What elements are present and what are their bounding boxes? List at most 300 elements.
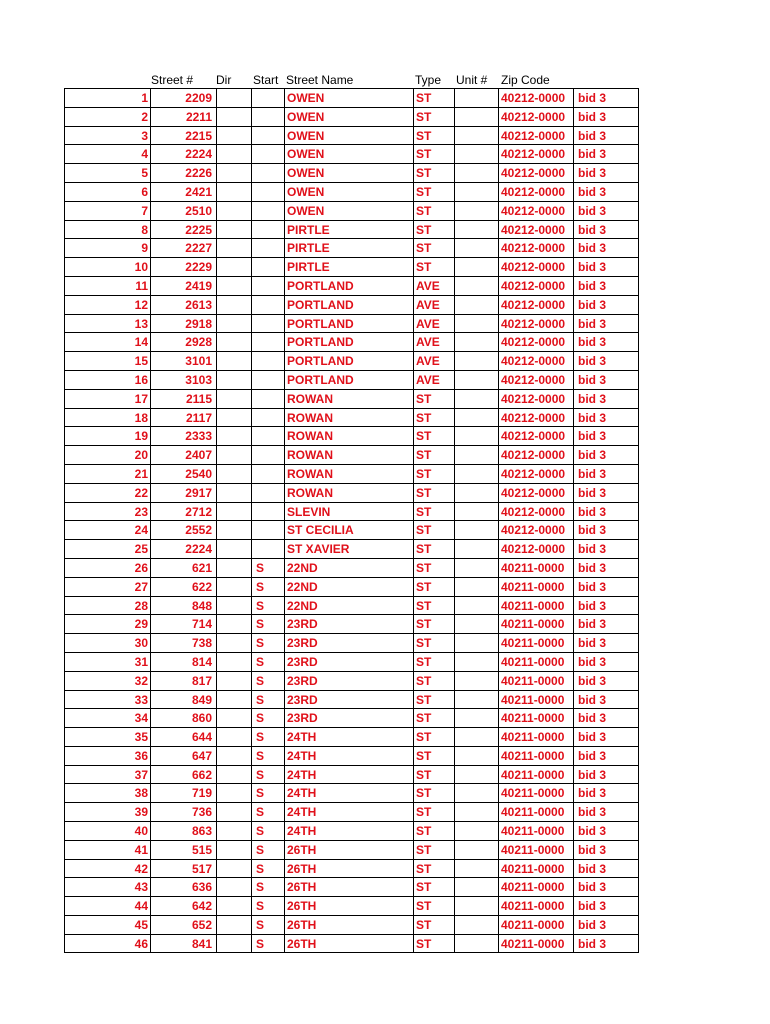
header-start: Start — [253, 73, 279, 87]
zip-code-cell: 40211-0000 — [498, 633, 573, 652]
row-index-cell: 32 — [64, 671, 150, 690]
type-cell: ST — [413, 915, 454, 934]
zip-code-cell: 40212-0000 — [498, 144, 573, 163]
type-cell: ST — [413, 182, 454, 201]
bid-cell: bid 3 — [573, 144, 639, 163]
unit-cell — [454, 783, 498, 802]
dir-cell — [216, 840, 251, 859]
dir-cell — [216, 520, 251, 539]
type-cell: ST — [413, 727, 454, 746]
dir-cell — [216, 633, 251, 652]
unit-cell — [454, 163, 498, 182]
street-number-cell: 662 — [150, 765, 216, 784]
street-name-cell: OWEN — [284, 144, 413, 163]
dir-cell — [216, 596, 251, 615]
row-index-cell: 45 — [64, 915, 150, 934]
dir-cell — [216, 859, 251, 878]
dir-cell — [216, 144, 251, 163]
start-cell — [251, 483, 284, 502]
street-number-cell: 622 — [150, 577, 216, 596]
bid-cell: bid 3 — [573, 633, 639, 652]
zip-code-cell: 40212-0000 — [498, 351, 573, 370]
unit-cell — [454, 126, 498, 145]
type-cell: ST — [413, 783, 454, 802]
dir-cell — [216, 896, 251, 915]
row-index-cell: 1 — [64, 88, 150, 107]
row-index-cell: 28 — [64, 596, 150, 615]
unit-cell — [454, 332, 498, 351]
street-name-cell: PIRTLE — [284, 220, 413, 239]
unit-cell — [454, 859, 498, 878]
type-cell: ST — [413, 163, 454, 182]
dir-cell — [216, 802, 251, 821]
bid-cell: bid 3 — [573, 182, 639, 201]
row-index-cell: 10 — [64, 257, 150, 276]
bid-cell: bid 3 — [573, 539, 639, 558]
street-name-cell: ROWAN — [284, 426, 413, 445]
start-cell: S — [251, 896, 284, 915]
street-name-cell: 23RD — [284, 633, 413, 652]
zip-code-cell: 40211-0000 — [498, 596, 573, 615]
unit-cell — [454, 896, 498, 915]
zip-code-cell: 40211-0000 — [498, 934, 573, 953]
unit-cell — [454, 201, 498, 220]
street-number-cell: 2421 — [150, 182, 216, 201]
zip-code-cell: 40212-0000 — [498, 107, 573, 126]
street-name-cell: ROWAN — [284, 389, 413, 408]
bid-cell: bid 3 — [573, 502, 639, 521]
street-number-cell: 849 — [150, 690, 216, 709]
zip-code-cell: 40211-0000 — [498, 614, 573, 633]
zip-code-cell: 40212-0000 — [498, 389, 573, 408]
row-index-cell: 33 — [64, 690, 150, 709]
zip-code-cell: 40211-0000 — [498, 859, 573, 878]
row-index-cell: 4 — [64, 144, 150, 163]
row-index-cell: 2 — [64, 107, 150, 126]
row-index-cell: 25 — [64, 539, 150, 558]
street-number-cell: 2227 — [150, 238, 216, 257]
header-zip-code: Zip Code — [501, 73, 550, 87]
type-cell: ST — [413, 445, 454, 464]
dir-cell — [216, 332, 251, 351]
type-cell: ST — [413, 520, 454, 539]
unit-cell — [454, 633, 498, 652]
start-cell: S — [251, 708, 284, 727]
zip-code-cell: 40211-0000 — [498, 765, 573, 784]
street-name-cell: 26TH — [284, 896, 413, 915]
start-cell: S — [251, 915, 284, 934]
street-number-cell: 2209 — [150, 88, 216, 107]
row-index-cell: 22 — [64, 483, 150, 502]
zip-code-cell: 40211-0000 — [498, 671, 573, 690]
header-type: Type — [415, 73, 442, 87]
street-number-cell: 2333 — [150, 426, 216, 445]
street-number-cell: 719 — [150, 783, 216, 802]
row-index-cell: 16 — [64, 370, 150, 389]
type-cell: ST — [413, 840, 454, 859]
unit-cell — [454, 276, 498, 295]
type-cell: ST — [413, 633, 454, 652]
dir-cell — [216, 483, 251, 502]
dir-cell — [216, 614, 251, 633]
type-cell: ST — [413, 426, 454, 445]
start-cell: S — [251, 859, 284, 878]
row-index-cell: 44 — [64, 896, 150, 915]
street-number-cell: 2211 — [150, 107, 216, 126]
dir-cell — [216, 577, 251, 596]
start-cell — [251, 88, 284, 107]
type-cell: AVE — [413, 370, 454, 389]
unit-cell — [454, 107, 498, 126]
row-index-cell: 41 — [64, 840, 150, 859]
street-name-cell: ST CECILIA — [284, 520, 413, 539]
zip-code-cell: 40211-0000 — [498, 896, 573, 915]
row-index-cell: 12 — [64, 295, 150, 314]
header-street-name: Street Name — [286, 73, 354, 87]
zip-code-cell: 40211-0000 — [498, 690, 573, 709]
unit-cell — [454, 614, 498, 633]
start-cell: S — [251, 746, 284, 765]
street-name-cell: ROWAN — [284, 464, 413, 483]
street-number-cell: 2928 — [150, 332, 216, 351]
dir-cell — [216, 408, 251, 427]
street-number-cell: 2215 — [150, 126, 216, 145]
type-cell: ST — [413, 596, 454, 615]
zip-code-cell: 40211-0000 — [498, 877, 573, 896]
unit-cell — [454, 238, 498, 257]
zip-code-cell: 40212-0000 — [498, 276, 573, 295]
row-index-cell: 11 — [64, 276, 150, 295]
street-name-cell: OWEN — [284, 163, 413, 182]
zip-code-cell: 40211-0000 — [498, 840, 573, 859]
zip-code-cell: 40212-0000 — [498, 483, 573, 502]
zip-code-cell: 40212-0000 — [498, 408, 573, 427]
zip-code-cell: 40212-0000 — [498, 126, 573, 145]
bid-cell: bid 3 — [573, 238, 639, 257]
zip-code-cell: 40212-0000 — [498, 539, 573, 558]
dir-cell — [216, 877, 251, 896]
row-index-cell: 9 — [64, 238, 150, 257]
type-cell: ST — [413, 896, 454, 915]
row-index-cell: 37 — [64, 765, 150, 784]
start-cell: S — [251, 821, 284, 840]
street-name-cell: 24TH — [284, 765, 413, 784]
street-number-cell: 652 — [150, 915, 216, 934]
bid-cell: bid 3 — [573, 746, 639, 765]
type-cell: ST — [413, 821, 454, 840]
type-cell: ST — [413, 614, 454, 633]
zip-code-cell: 40211-0000 — [498, 783, 573, 802]
street-number-cell: 817 — [150, 671, 216, 690]
bid-cell: bid 3 — [573, 727, 639, 746]
street-name-cell: 22ND — [284, 577, 413, 596]
start-cell — [251, 238, 284, 257]
zip-code-cell: 40212-0000 — [498, 502, 573, 521]
unit-cell — [454, 558, 498, 577]
dir-cell — [216, 182, 251, 201]
row-index-cell: 17 — [64, 389, 150, 408]
type-cell: ST — [413, 802, 454, 821]
dir-cell — [216, 765, 251, 784]
start-cell — [251, 276, 284, 295]
dir-cell — [216, 201, 251, 220]
bid-cell: bid 3 — [573, 577, 639, 596]
street-name-cell: 22ND — [284, 596, 413, 615]
type-cell: AVE — [413, 295, 454, 314]
dir-cell — [216, 107, 251, 126]
street-number-cell: 515 — [150, 840, 216, 859]
type-cell: ST — [413, 257, 454, 276]
unit-cell — [454, 652, 498, 671]
bid-cell: bid 3 — [573, 877, 639, 896]
street-number-cell: 621 — [150, 558, 216, 577]
street-name-cell: 24TH — [284, 821, 413, 840]
start-cell — [251, 370, 284, 389]
zip-code-cell: 40212-0000 — [498, 464, 573, 483]
unit-cell — [454, 708, 498, 727]
unit-cell — [454, 577, 498, 596]
type-cell: AVE — [413, 332, 454, 351]
street-number-cell: 2224 — [150, 144, 216, 163]
start-cell — [251, 445, 284, 464]
type-cell: ST — [413, 671, 454, 690]
zip-code-cell: 40212-0000 — [498, 426, 573, 445]
zip-code-cell: 40211-0000 — [498, 802, 573, 821]
street-number-cell: 814 — [150, 652, 216, 671]
unit-cell — [454, 445, 498, 464]
start-cell — [251, 182, 284, 201]
zip-code-cell: 40212-0000 — [498, 520, 573, 539]
start-cell: S — [251, 690, 284, 709]
zip-code-cell: 40212-0000 — [498, 201, 573, 220]
start-cell — [251, 539, 284, 558]
street-name-cell: PORTLAND — [284, 276, 413, 295]
unit-cell — [454, 671, 498, 690]
start-cell — [251, 408, 284, 427]
bid-cell: bid 3 — [573, 859, 639, 878]
start-cell — [251, 351, 284, 370]
street-number-cell: 841 — [150, 934, 216, 953]
bid-cell: bid 3 — [573, 821, 639, 840]
row-index-cell: 39 — [64, 802, 150, 821]
dir-cell — [216, 727, 251, 746]
row-index-cell: 23 — [64, 502, 150, 521]
street-number-cell: 2226 — [150, 163, 216, 182]
unit-cell — [454, 182, 498, 201]
start-cell: S — [251, 671, 284, 690]
zip-code-cell: 40212-0000 — [498, 182, 573, 201]
street-name-cell: 26TH — [284, 859, 413, 878]
dir-cell — [216, 88, 251, 107]
street-name-cell: ROWAN — [284, 408, 413, 427]
unit-cell — [454, 220, 498, 239]
start-cell — [251, 426, 284, 445]
street-name-cell: 24TH — [284, 802, 413, 821]
unit-cell — [454, 389, 498, 408]
bid-cell: bid 3 — [573, 934, 639, 953]
unit-cell — [454, 746, 498, 765]
dir-cell — [216, 783, 251, 802]
dir-cell — [216, 314, 251, 333]
row-index-cell: 3 — [64, 126, 150, 145]
start-cell — [251, 220, 284, 239]
type-cell: ST — [413, 690, 454, 709]
type-cell: ST — [413, 238, 454, 257]
street-name-cell: 23RD — [284, 671, 413, 690]
street-name-cell: PORTLAND — [284, 295, 413, 314]
row-index-cell: 21 — [64, 464, 150, 483]
bid-cell: bid 3 — [573, 126, 639, 145]
type-cell: ST — [413, 88, 454, 107]
street-number-cell: 2613 — [150, 295, 216, 314]
row-index-cell: 31 — [64, 652, 150, 671]
street-name-cell: ROWAN — [284, 445, 413, 464]
type-cell: ST — [413, 934, 454, 953]
bid-cell: bid 3 — [573, 332, 639, 351]
bid-cell: bid 3 — [573, 408, 639, 427]
bid-cell: bid 3 — [573, 896, 639, 915]
type-cell: ST — [413, 859, 454, 878]
bid-cell: bid 3 — [573, 483, 639, 502]
street-number-cell: 2917 — [150, 483, 216, 502]
unit-cell — [454, 802, 498, 821]
type-cell: ST — [413, 483, 454, 502]
type-cell: ST — [413, 652, 454, 671]
start-cell — [251, 520, 284, 539]
type-cell: ST — [413, 765, 454, 784]
start-cell: S — [251, 577, 284, 596]
start-cell — [251, 464, 284, 483]
type-cell: ST — [413, 107, 454, 126]
zip-code-cell: 40212-0000 — [498, 445, 573, 464]
start-cell — [251, 126, 284, 145]
street-number-cell: 2918 — [150, 314, 216, 333]
dir-cell — [216, 370, 251, 389]
start-cell — [251, 502, 284, 521]
dir-cell — [216, 539, 251, 558]
unit-cell — [454, 144, 498, 163]
dir-cell — [216, 257, 251, 276]
zip-code-cell: 40212-0000 — [498, 295, 573, 314]
start-cell — [251, 144, 284, 163]
unit-cell — [454, 539, 498, 558]
dir-cell — [216, 671, 251, 690]
unit-cell — [454, 877, 498, 896]
type-cell: ST — [413, 502, 454, 521]
row-index-cell: 6 — [64, 182, 150, 201]
start-cell — [251, 295, 284, 314]
dir-cell — [216, 915, 251, 934]
unit-cell — [454, 821, 498, 840]
dir-cell — [216, 126, 251, 145]
street-name-cell: PORTLAND — [284, 314, 413, 333]
row-index-cell: 38 — [64, 783, 150, 802]
dir-cell — [216, 464, 251, 483]
bid-cell: bid 3 — [573, 295, 639, 314]
type-cell: ST — [413, 464, 454, 483]
row-index-cell: 24 — [64, 520, 150, 539]
start-cell: S — [251, 596, 284, 615]
bid-cell: bid 3 — [573, 783, 639, 802]
row-index-cell: 27 — [64, 577, 150, 596]
start-cell: S — [251, 840, 284, 859]
row-index-cell: 30 — [64, 633, 150, 652]
zip-code-cell: 40211-0000 — [498, 746, 573, 765]
street-number-cell: 2712 — [150, 502, 216, 521]
dir-cell — [216, 295, 251, 314]
street-name-cell: PIRTLE — [284, 238, 413, 257]
unit-cell — [454, 727, 498, 746]
street-number-cell: 860 — [150, 708, 216, 727]
bid-cell: bid 3 — [573, 257, 639, 276]
street-number-cell: 863 — [150, 821, 216, 840]
unit-cell — [454, 370, 498, 389]
unit-cell — [454, 934, 498, 953]
street-name-cell: OWEN — [284, 201, 413, 220]
unit-cell — [454, 351, 498, 370]
type-cell: ST — [413, 539, 454, 558]
street-number-cell: 2419 — [150, 276, 216, 295]
row-index-cell: 13 — [64, 314, 150, 333]
zip-code-cell: 40212-0000 — [498, 220, 573, 239]
start-cell: S — [251, 934, 284, 953]
start-cell: S — [251, 783, 284, 802]
street-name-cell: SLEVIN — [284, 502, 413, 521]
street-name-cell: ST XAVIER — [284, 539, 413, 558]
dir-cell — [216, 426, 251, 445]
dir-cell — [216, 502, 251, 521]
bid-cell: bid 3 — [573, 558, 639, 577]
bid-cell: bid 3 — [573, 370, 639, 389]
bid-cell: bid 3 — [573, 708, 639, 727]
row-index-cell: 46 — [64, 934, 150, 953]
bid-cell: bid 3 — [573, 201, 639, 220]
row-index-cell: 29 — [64, 614, 150, 633]
bid-cell: bid 3 — [573, 915, 639, 934]
unit-cell — [454, 314, 498, 333]
row-index-cell: 34 — [64, 708, 150, 727]
unit-cell — [454, 765, 498, 784]
dir-cell — [216, 163, 251, 182]
street-name-cell: 23RD — [284, 708, 413, 727]
row-index-cell: 18 — [64, 408, 150, 427]
type-cell: ST — [413, 408, 454, 427]
type-cell: ST — [413, 201, 454, 220]
dir-cell — [216, 276, 251, 295]
bid-cell: bid 3 — [573, 464, 639, 483]
street-number-cell: 738 — [150, 633, 216, 652]
start-cell — [251, 107, 284, 126]
start-cell — [251, 201, 284, 220]
start-cell — [251, 314, 284, 333]
row-index-cell: 35 — [64, 727, 150, 746]
zip-code-cell: 40211-0000 — [498, 708, 573, 727]
street-name-cell: 24TH — [284, 746, 413, 765]
start-cell — [251, 332, 284, 351]
dir-cell — [216, 934, 251, 953]
header-unit: Unit # — [456, 73, 488, 87]
bid-cell: bid 3 — [573, 389, 639, 408]
street-name-cell: 26TH — [284, 840, 413, 859]
zip-code-cell: 40212-0000 — [498, 257, 573, 276]
bid-cell: bid 3 — [573, 520, 639, 539]
zip-code-cell: 40211-0000 — [498, 652, 573, 671]
type-cell: AVE — [413, 351, 454, 370]
dir-cell — [216, 238, 251, 257]
type-cell: AVE — [413, 314, 454, 333]
start-cell: S — [251, 802, 284, 821]
type-cell: ST — [413, 577, 454, 596]
